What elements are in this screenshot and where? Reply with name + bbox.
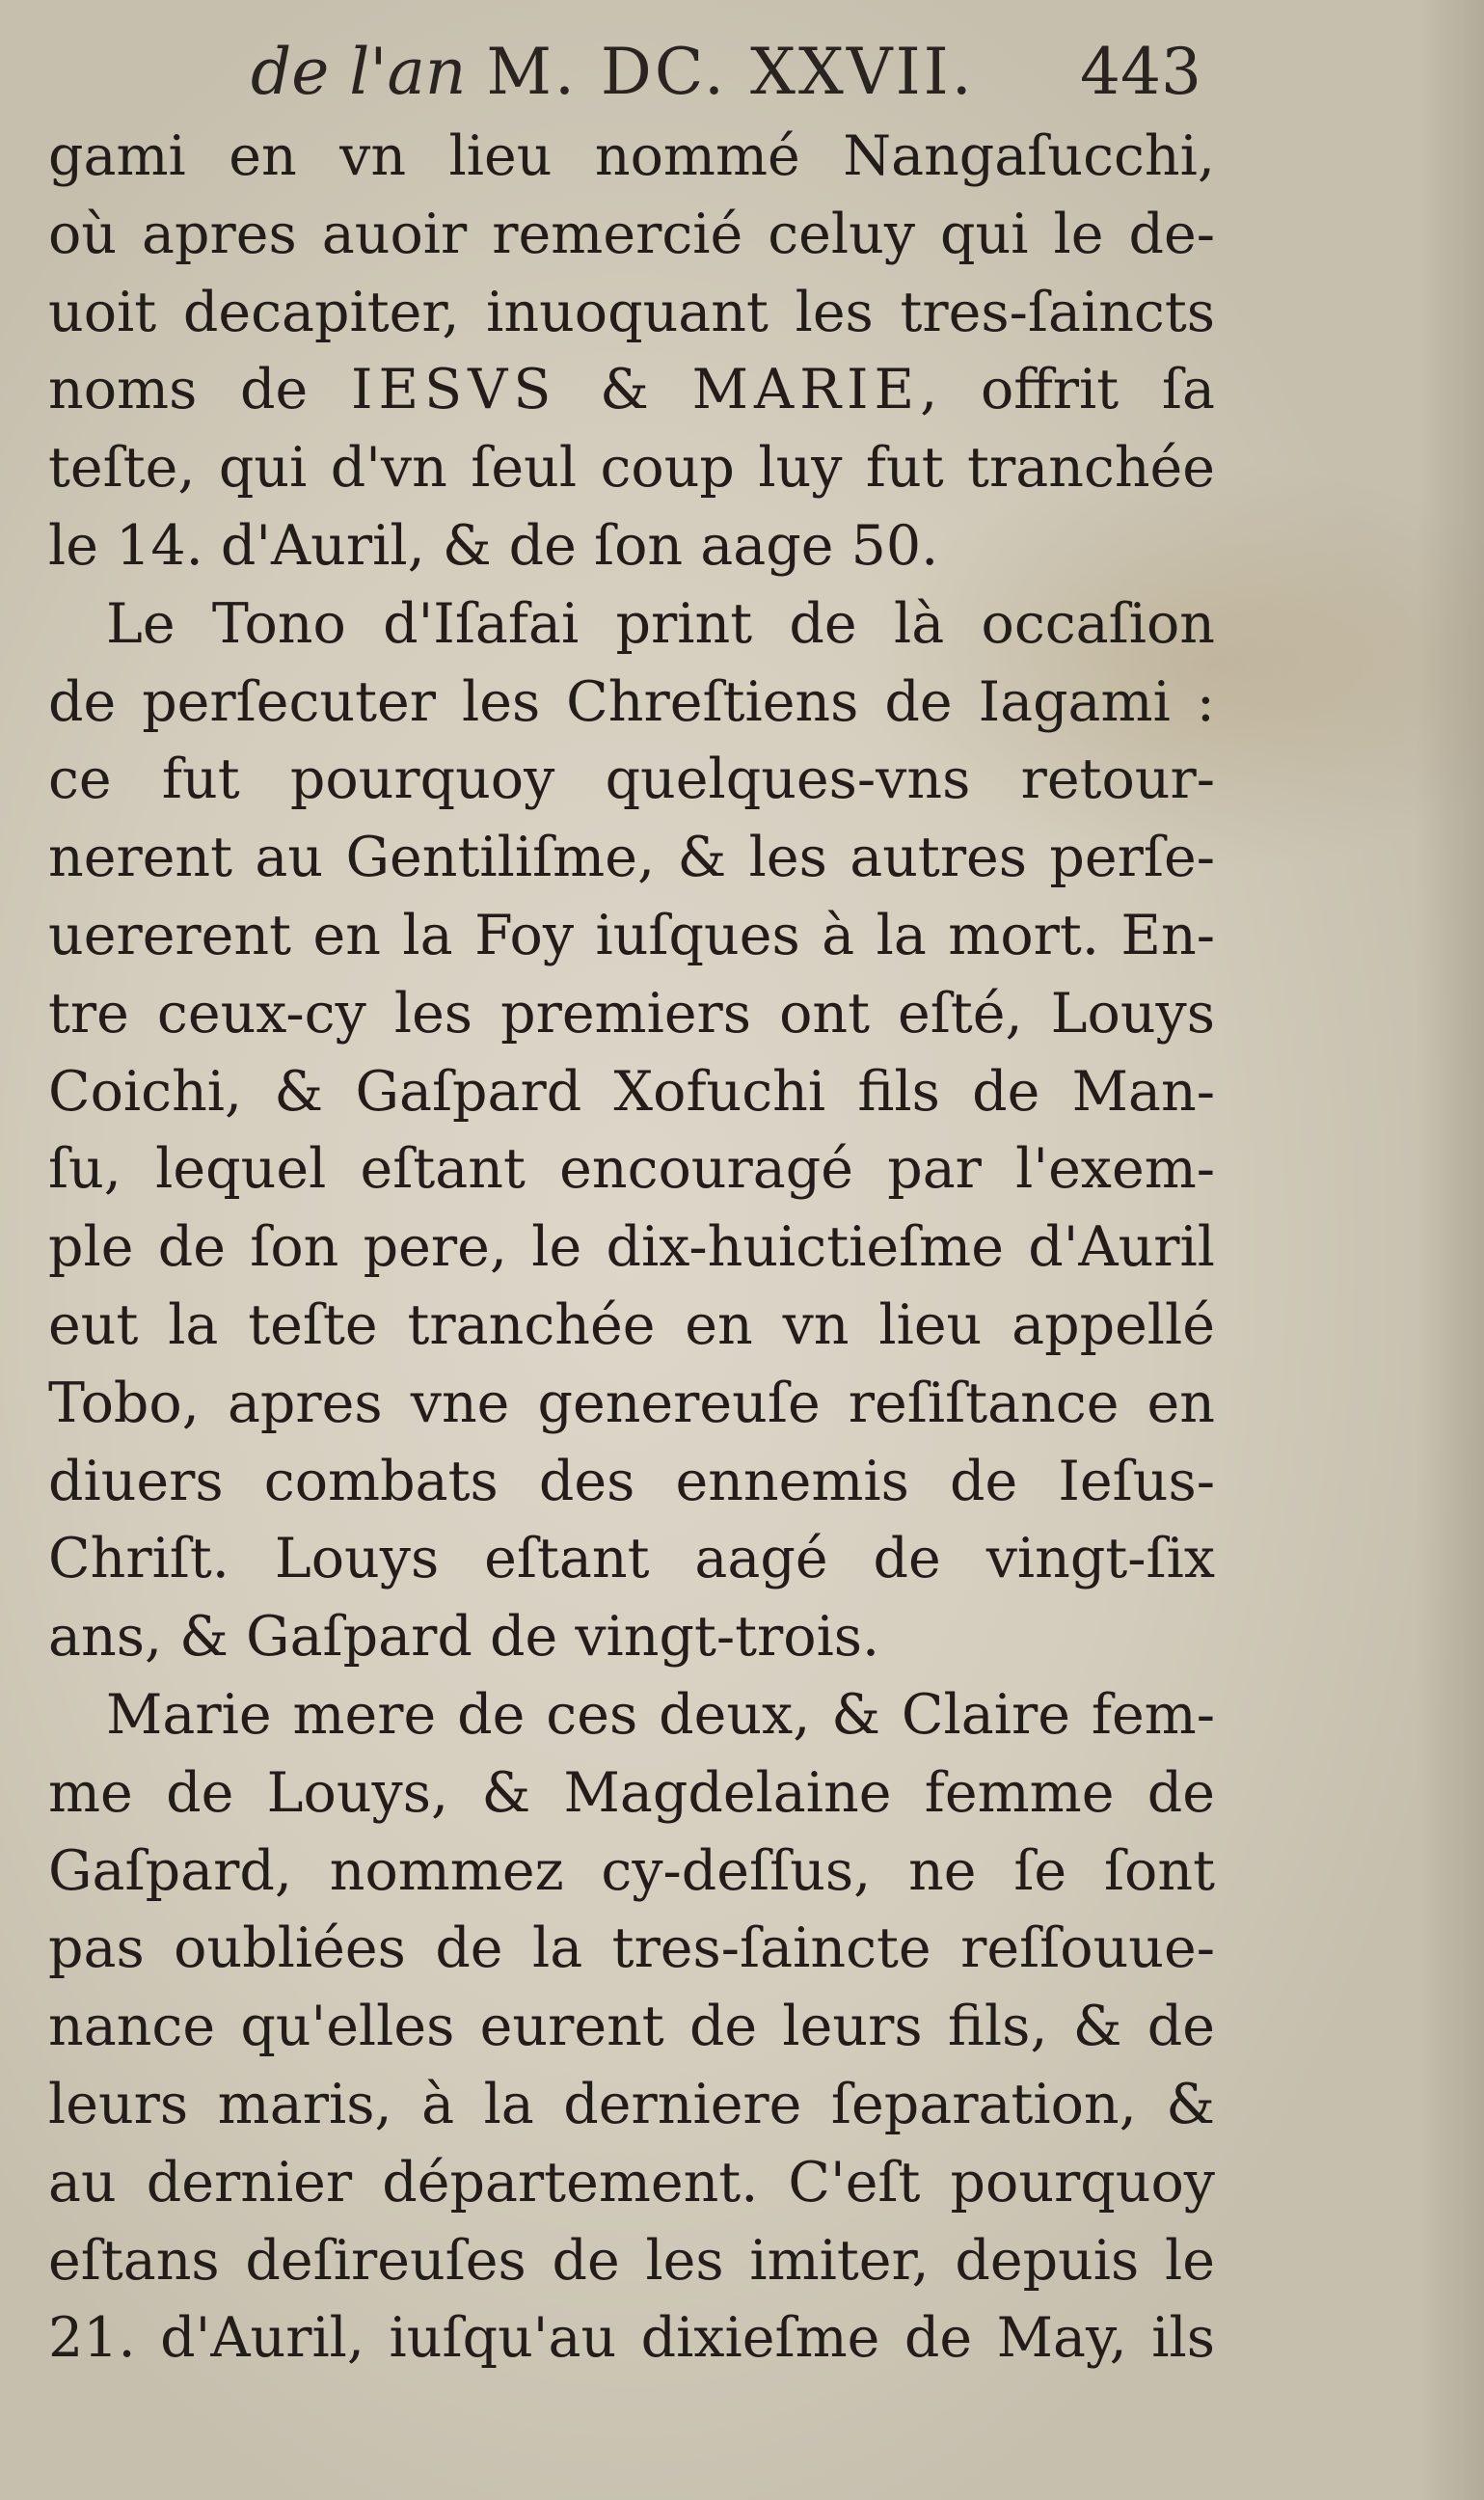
body-text [48,118,1215,2378]
running-head [251,29,1215,116]
text-line: eut la teſte tranchée en vn lieu appellé [48,1292,1215,1357]
text-line: Chriſt. Louys eſtant aagé de vingt-ſix [48,1527,1215,1591]
text-line: leurs maris, à la derniere ſeparation, & [48,2072,1215,2136]
text-line: teſte, qui d'vn ſeul coup luy fut tranchée [48,436,1215,501]
paragraph-start-line: Marie mere de ces deux, & Claire fem- [106,1682,1215,1747]
text-line: ſu, lequel eſtant encouragé par l'exem- [48,1137,1215,1202]
text-line: Tobo, apres vne genereuſe reſiſtance en [48,1371,1215,1435]
running-year: M. DC. XXVII. [486,35,975,109]
text-line: nance qu'elles eurent de leurs fils, & de [48,1995,1215,2059]
text-line: Gaſpard, nommez cy-deſſus, ne ſe ſont [48,1838,1215,1903]
running-title: de l'an [251,35,467,109]
text-line: Coichi, & Gaſpard Xofuchi fils de Man- [48,1059,1215,1124]
text-line: me de Louys, & Magdelaine femme de [48,1760,1215,1825]
text-line: pas oubliées de la tres-ſaincte reſſouue- [48,1916,1215,1981]
text-line: où apres auoir remercié celuy qui le de- [48,202,1215,266]
text-line: gami en vn lieu nommé Nangaſucchi, [48,124,1215,188]
text-line: nerent au Gentiliſme, & les autres perſe- [48,826,1215,890]
text-line: diuers combats des ennemis de Ieſus- [48,1449,1215,1513]
small-caps-name: IESVS [351,358,557,422]
text-line: ce fut pourquoy quelques-vns retour- [48,747,1215,812]
page-number: 443 [1080,35,1201,109]
text-line: tre ceux-cy les premiers ont eſté, Louys [48,981,1215,1046]
paragraph-start-line: Le Tono d'Iſafai print de là occaſion [106,591,1215,656]
text-line: noms de IESVS & MARIE, offrit ſa [48,358,1215,422]
text-line: au dernier département. C'eſt pourquoy [48,2150,1215,2215]
page-edge-shadow [1417,0,1484,2500]
small-caps-name: MARIE [691,358,921,422]
text-line: ple de ſon pere, le dix-huictieſme d'Auril [48,1215,1215,1280]
text-line: eſtans deſireuſes de les imiter, depuis le [48,2228,1215,2293]
text-line: de perſecuter les Chreſtiens de Iagami : [48,669,1215,734]
text-line: 21. d'Auril, iuſqu'au dixieſme de May, ils [48,2306,1215,2371]
text-line: ans, & Gaſpard de vingt-trois. [48,1605,880,1670]
text-line: uererent en la Foy iuſques à la mort. En- [48,903,1215,967]
text-line: uoit decapiter, inuoquant les tres-ſaincts [48,280,1215,344]
text-line: le 14. d'Auril, & de ſon aage 50. [48,513,939,578]
